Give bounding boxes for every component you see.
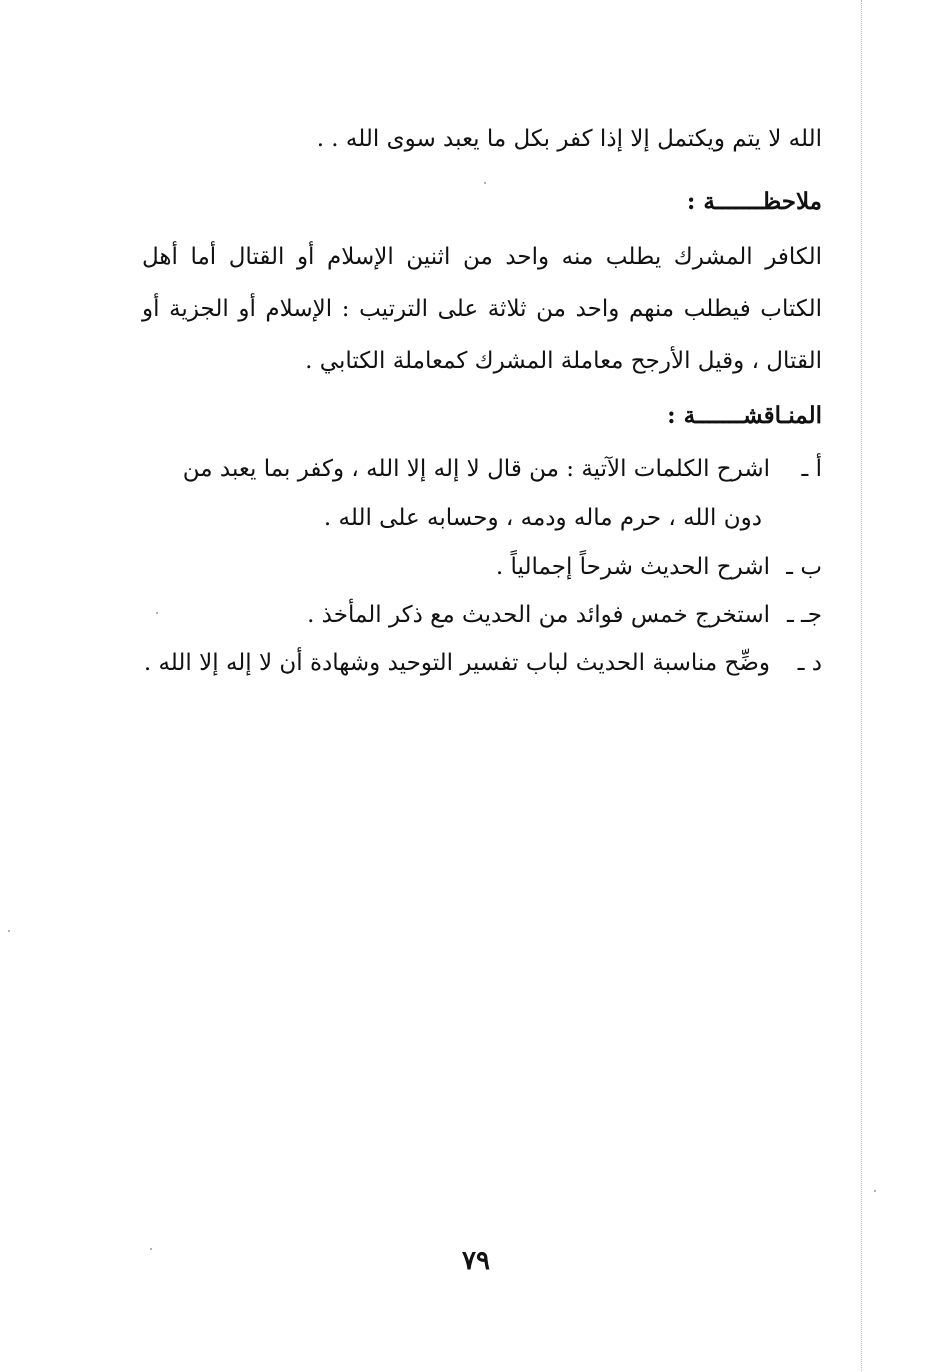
question-text: استخرج خمس فوائد من الحديث مع ذكر المأخذ . — [307, 602, 770, 628]
paragraph-line: الكافر المشرك يطلب منه واحد من اثنين الإسلام أو القتال أما أهل — [142, 244, 822, 270]
question-text: وضِّح مناسبة الحديث لباب تفسير التوحيد وشهادة أن لا إله إلا الله . — [143, 650, 770, 676]
question-d — [144, 652, 822, 675]
question-letter: جـ ـ — [786, 602, 822, 628]
scan-speck — [156, 612, 158, 614]
question-b — [496, 556, 822, 579]
scan-speck — [150, 1248, 152, 1250]
opening-line: الله لا يتم ويكتمل إلا إذا كفر بكل ما يعبد سوى الله . . — [316, 126, 822, 152]
scan-speck — [874, 1190, 876, 1192]
question-c — [307, 604, 822, 627]
note-paragraph — [142, 242, 822, 398]
question-letter: ب ـ — [786, 554, 822, 580]
question-text: اشرح الكلمات الآتية : من قال لا إله إلا الله ، وكفر بما يعبد من — [182, 456, 770, 482]
page-edge-dotted-line — [861, 0, 862, 1372]
page-number: ٧٩ — [462, 1246, 490, 1276]
scan-speck — [8, 930, 10, 932]
paragraph-line: القتال ، وقيل الأرجح معاملة المشرك كمعاملة الكتابي . — [305, 348, 822, 374]
question-a — [183, 458, 822, 481]
question-letter: د ـ — [797, 650, 822, 676]
question-text: اشرح الحديث شرحاً إجمالياً . — [495, 554, 770, 580]
discussion-heading: المنـاقشـــــــة : — [667, 402, 822, 429]
question-a-continuation: دون الله ، حرم ماله ودمه ، وحسابه على الله . — [323, 505, 762, 531]
scan-speck — [484, 182, 486, 184]
question-letter: أ ـ — [801, 456, 822, 482]
paragraph-line: الكتاب فيطلب منهم واحد من ثلاثة على الترتيب : الإسلام أو الجزية أو — [142, 296, 822, 322]
note-heading: ملاحظـــــــة : — [686, 188, 822, 215]
